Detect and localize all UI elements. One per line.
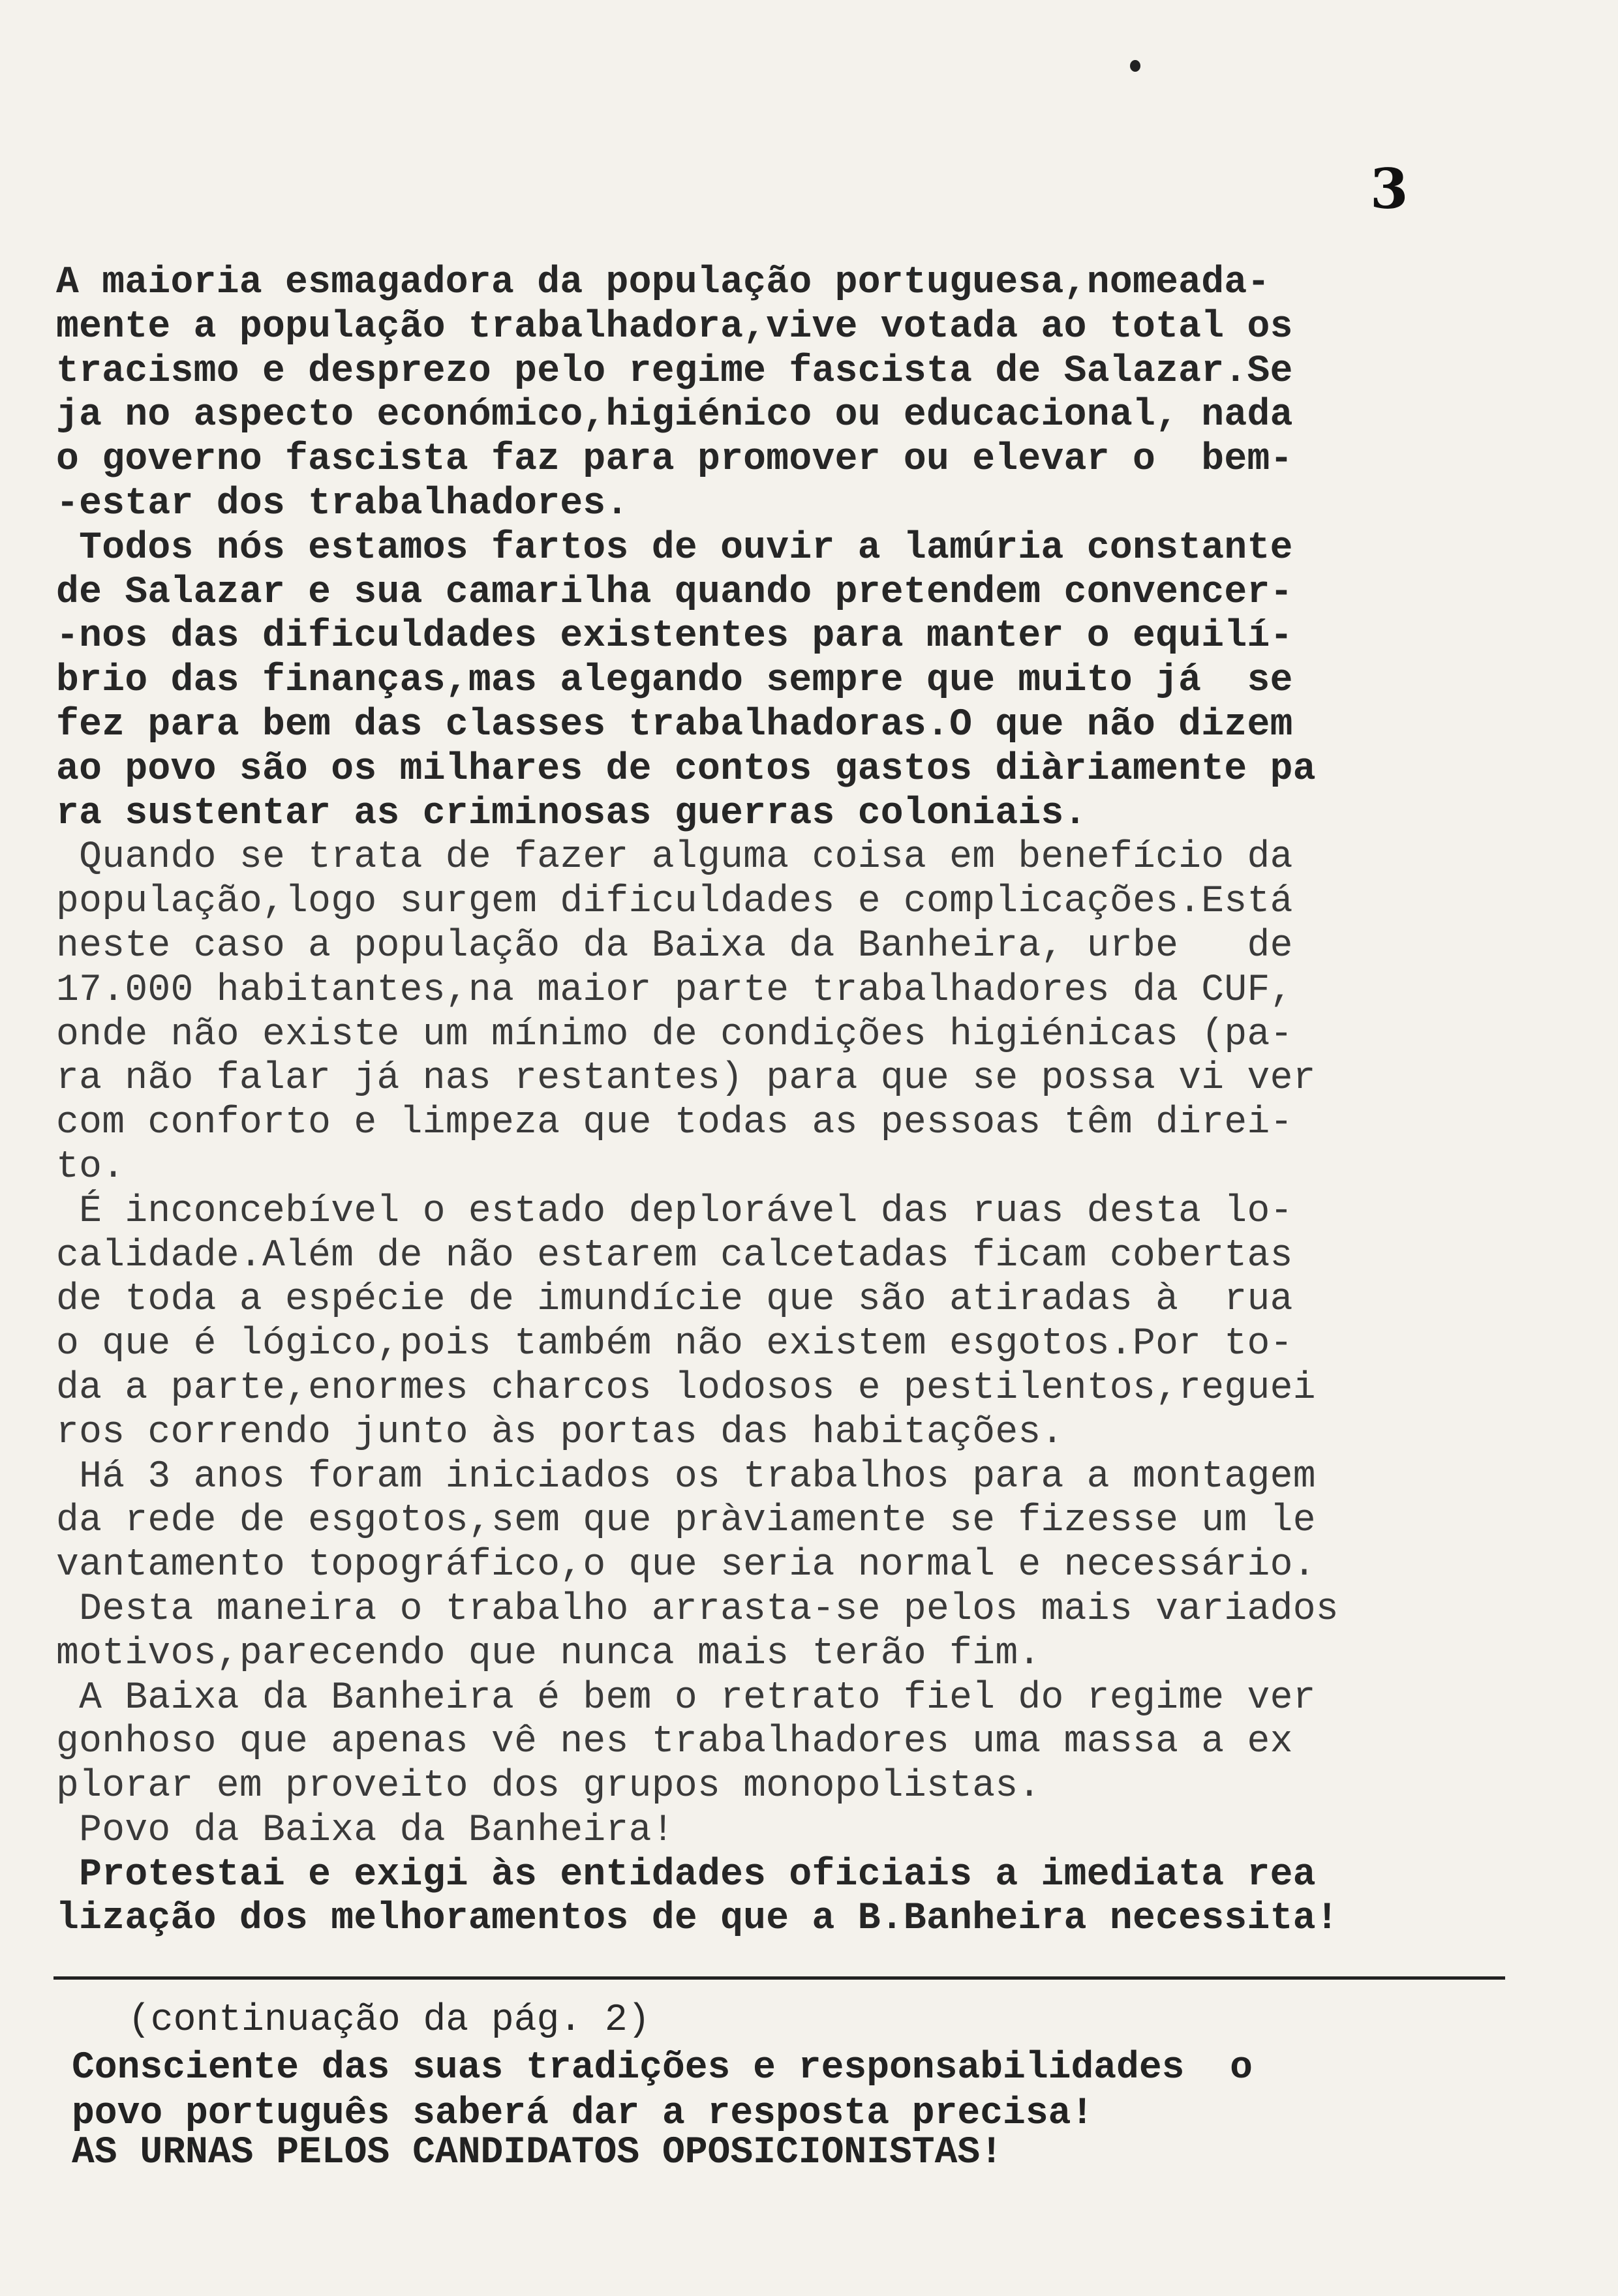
article-line: A maioria esmagadora da população portuguesa,nomeada- [56,262,1270,304]
slogan-line: AS URNAS PELOS CANDIDATOS OPOSICIONISTAS! [72,2132,1003,2174]
article-line: ao povo são os milhares de contos gastos diàriamente pa [56,748,1316,791]
section-divider [53,1976,1505,1980]
article-line: mente a população trabalhadora,vive votada ao total os [56,305,1293,348]
article-line: ros correndo junto às portas das habitações. [56,1411,1064,1454]
article-line: da rede de esgotos,sem que pràviamente se fizesse um le [56,1500,1316,1543]
article-line: de Salazar e sua camarilha quando pretendem convencer- [56,571,1293,614]
continuation-line: povo português saberá dar a resposta precisa! [72,2092,1094,2135]
article-line: de toda a espécie de imundície que são atiradas à rua [56,1278,1293,1322]
article-line: Protestai e exigi às entidades oficiais a imediata rea [56,1853,1316,1896]
article-line: o governo fascista faz para promover ou elevar o bem- [56,438,1293,481]
article-line: to. [56,1145,125,1188]
article-line: calidade.Além de não estarem calcetadas ficam cobertas [56,1234,1293,1277]
article-line: brio das finanças,mas alegando sempre que muito já se [56,659,1293,702]
article-line: 17.000 habitantes,na maior parte trabalhadores da CUF, [56,969,1293,1012]
article-line: onde não existe um mínimo de condições higiénicas (pa- [56,1013,1293,1056]
article-line: população,logo surgem dificuldades e complicações.Está [56,881,1293,924]
article-line: lização dos melhoramentos de que a B.Banheira necessita! [56,1897,1339,1941]
article-line: Quando se trata de fazer alguma coisa em benefício da [56,836,1293,879]
continuation-section [72,1996,1533,2173]
article-body [56,261,1518,1941]
article-line: o que é lógico,pois também não existem esgotos.Por to- [56,1323,1293,1366]
article-line: vantamento topográfico,o que seria normal e necessário. [56,1544,1316,1587]
article-line: da a parte,enormes charcos lodosos e pestilentos,reguei [56,1367,1316,1410]
article-line: Desta maneira o trabalho arrasta-se pelos mais variados [56,1588,1339,1631]
article-line: ra sustentar as criminosas guerras coloniais. [56,792,1087,835]
article-line: tracismo e desprezo pelo regime fascista de Salazar.Se [56,350,1293,393]
article-line: Povo da Baixa da Banheira! [56,1809,675,1852]
article-line: É inconcebível o estado deplorável das ruas desta lo- [56,1190,1293,1233]
article-line: gonhoso que apenas vê nes trabalhadores uma massa a ex [56,1721,1293,1764]
article-line: motivos,parecendo que nunca mais terão fim. [56,1632,1041,1675]
article-line: Todos nós estamos fartos de ouvir a lamúria constante [56,526,1293,569]
article-line: neste caso a população da Baixa da Banheira, urbe de [56,924,1293,967]
article-line: ja no aspecto económico,higiénico ou educacional, nada [56,394,1293,437]
article-line: -estar dos trabalhadores. [56,482,629,525]
page-number: 3 [1370,157,1409,221]
continuation-label: (continuação da pág. 2) [128,1999,650,2042]
article-line: A Baixa da Banheira é bem o retrato fiel do regime ver [56,1676,1316,1719]
article-line: -nos das dificuldades existentes para manter o equilí- [56,615,1293,658]
continuation-line: Consciente das suas tradições e responsabilidades o [72,2047,1253,2089]
article-line: Há 3 anos foram iniciados os trabalhos para a montagem [56,1455,1316,1498]
article-line: plorar em proveito dos grupos monopolistas. [56,1765,1041,1808]
article-line: com conforto e limpeza que todas as pessoas têm direi- [56,1102,1293,1145]
article-line: fez para bem das classes trabalhadoras.O que não dizem [56,703,1293,746]
article-line: ra não falar já nas restantes) para que se possa vi ver [56,1057,1316,1100]
ink-dot [1130,60,1140,72]
